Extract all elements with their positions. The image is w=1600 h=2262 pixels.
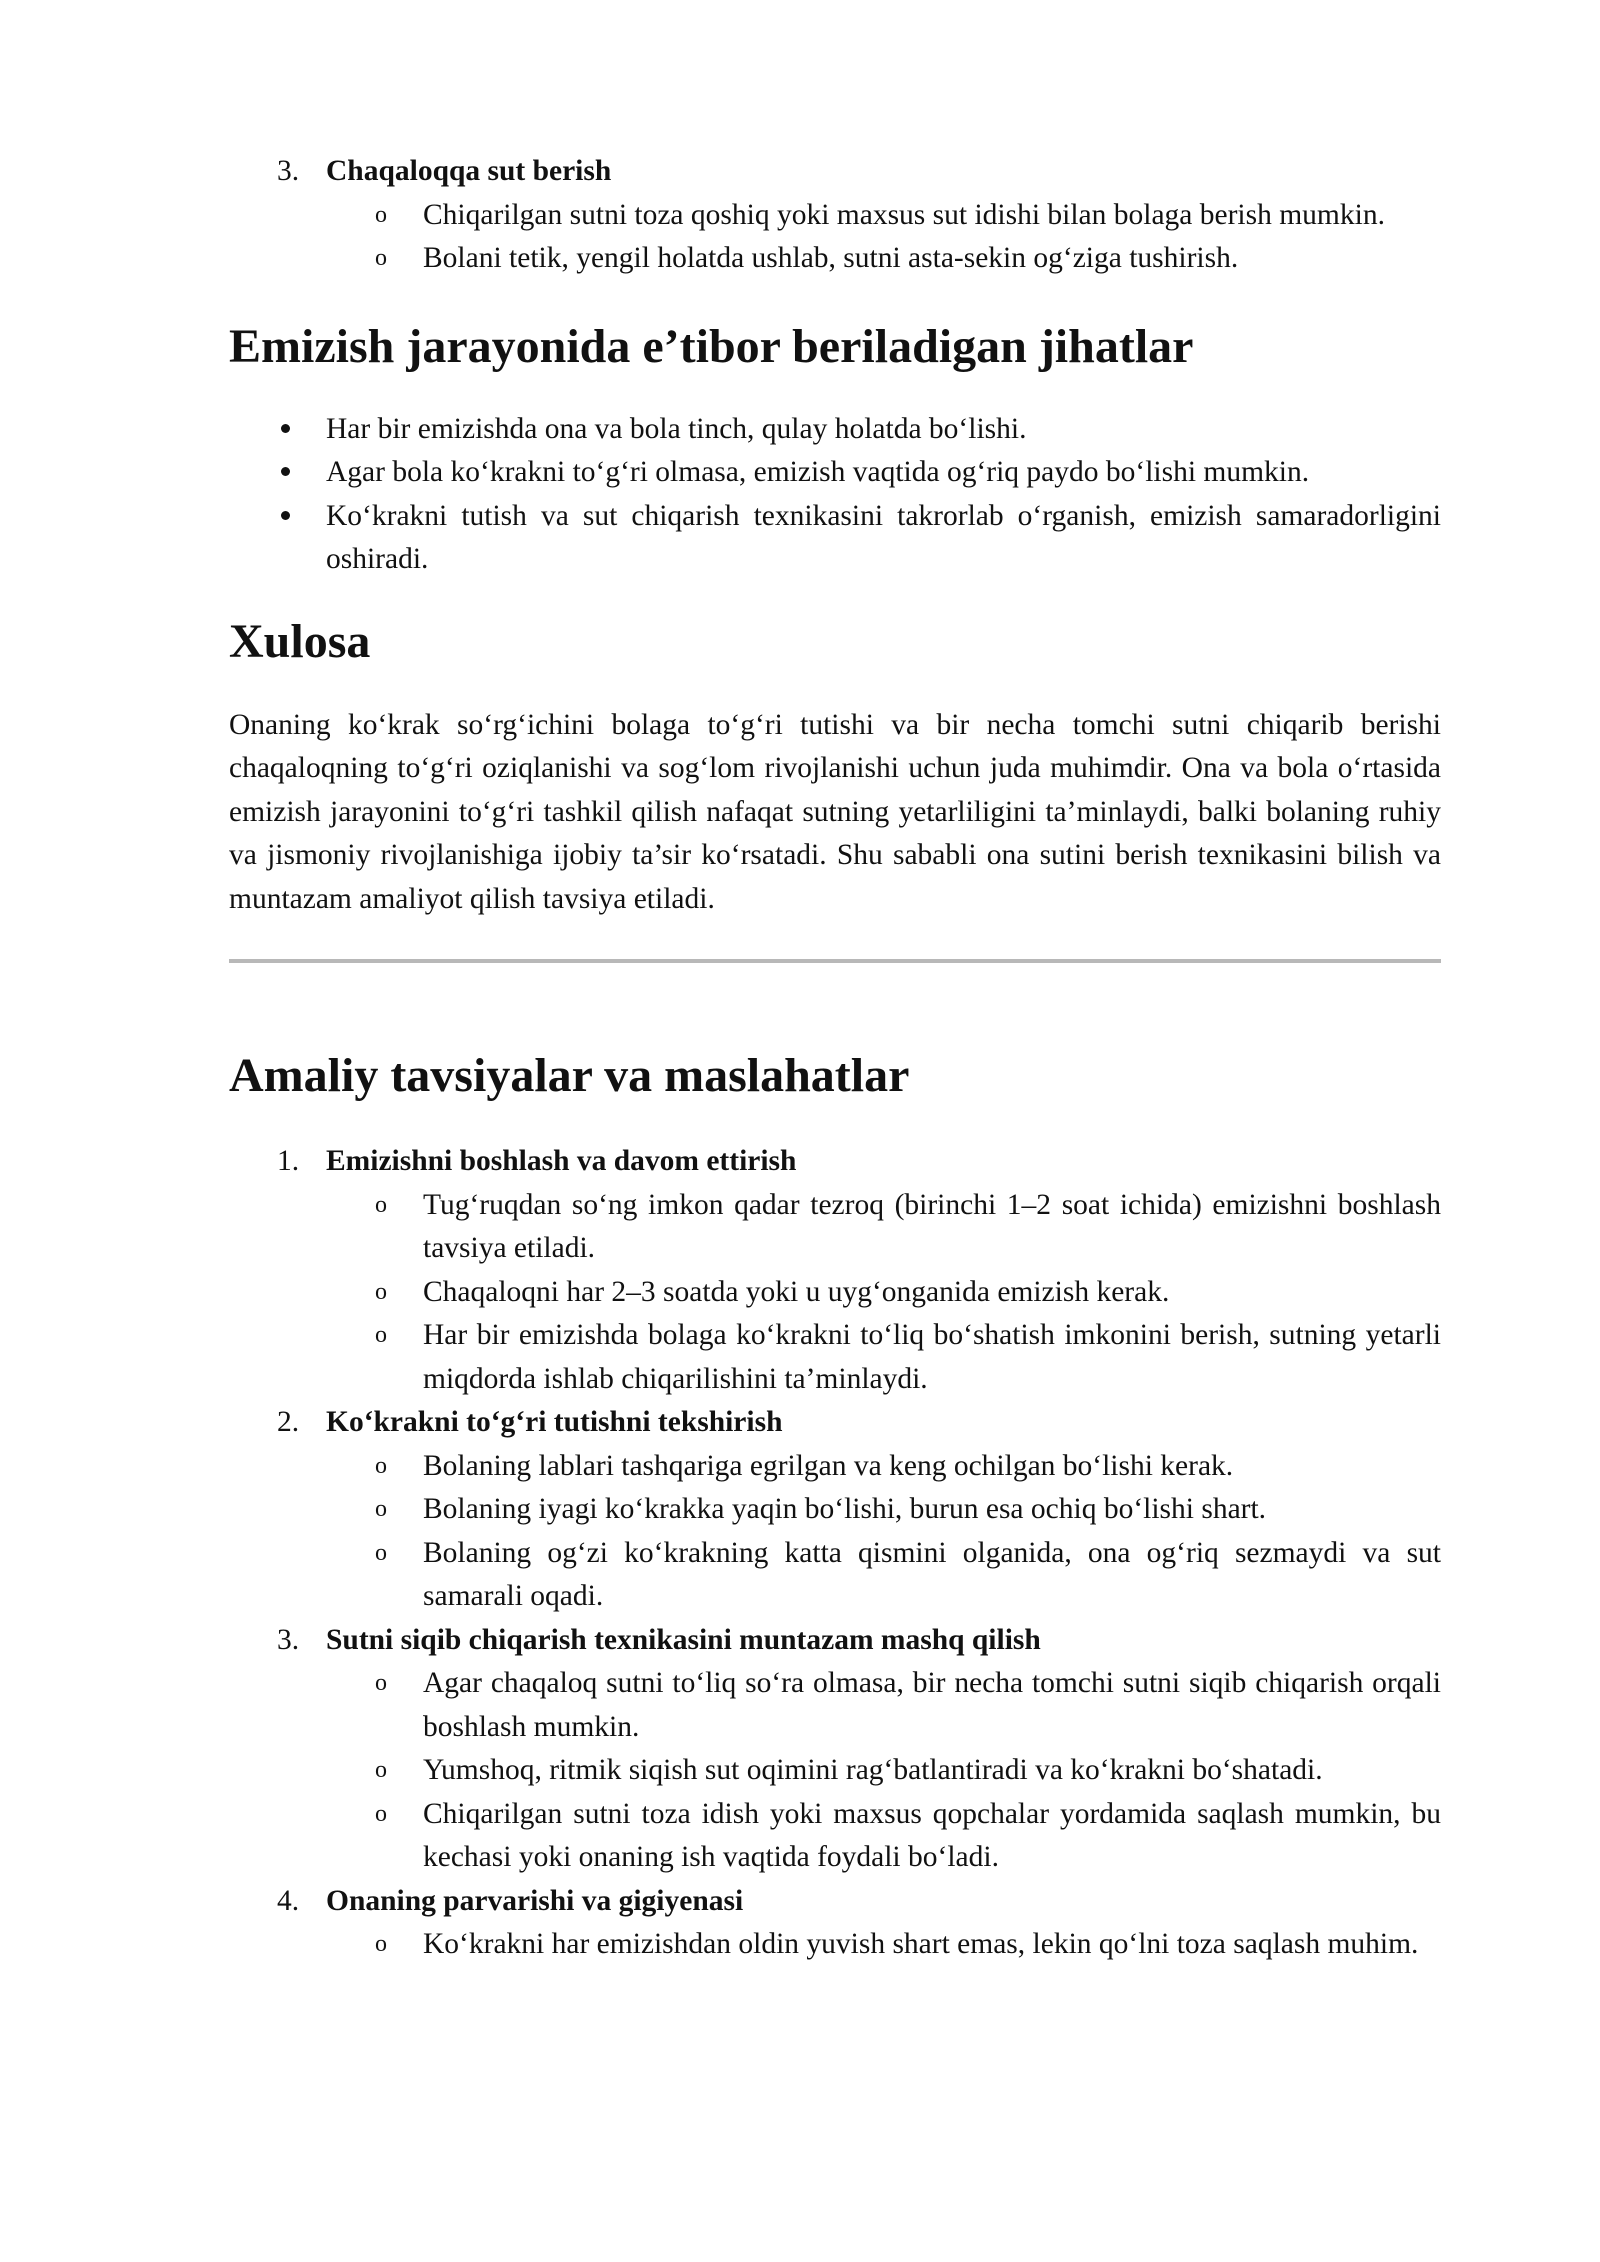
bullet-text: Ko‘krakni tutish va sut chiqarish texnikasini takrorlab o‘rganish, emizish samaradorligini oshiradi. — [326, 499, 1441, 575]
circle-bullet-icon: o — [375, 1800, 387, 1827]
sub-list-item — [229, 1445, 1441, 1489]
bullet-text: Har bir emizishda ona va bola tinch, qulay holatda bo‘lishi. — [326, 412, 1027, 445]
sub-list — [229, 1184, 1441, 1402]
circle-bullet-icon: o — [375, 1539, 387, 1566]
circle-bullet-icon: o — [375, 1931, 387, 1957]
sub-list-item — [229, 1749, 1441, 1793]
sub-list-item — [229, 1662, 1441, 1749]
sub-item-text: Bolaning lablari tashqariga egrilgan va keng ochilgan bo‘lishi kerak. — [423, 1449, 1234, 1482]
circle-bullet-icon: o — [375, 1191, 387, 1218]
bullet-item — [229, 495, 1441, 582]
conclusion-paragraph: Onaning ko‘krak so‘rg‘ichini bolaga to‘g‘ri tutishi va bir necha tomchi sutni chiqarib berishi chaqaloqning to‘g‘ri oziqlanishi va sog‘lom rivojlanishi uchun juda muhimdir. Ona va bola o‘rtasida emizish jarayonini to‘g‘ri tashkil qilish nafaqat sutning yetarliligini ta’minlaydi, balki bolaning ruhiy va jismoniy rivojlanishiga ijobiy ta’sir ko‘rsatadi. Shu sababli ona sutini berish texnikasini bilish va muntazam amaliyot qilish tavsiya etiladi. — [229, 708, 1441, 915]
sub-list-item — [229, 194, 1441, 238]
sub-item-text: Tug‘ruqdan so‘ng imkon qadar tezroq (birinchi 1–2 soat ichida) emizishni boshlash tavsiya etiladi. — [423, 1188, 1441, 1264]
bullet-list — [229, 408, 1441, 582]
sub-item-text: Yumshoq, ritmik siqish sut oqimini rag‘batlantiradi va ko‘krakni bo‘shatadi. — [423, 1754, 1323, 1786]
item-number: 3. — [277, 155, 300, 187]
bullet-dot-icon — [281, 467, 290, 476]
sub-item-text: Chiqarilgan sutni toza qoshiq yoki maxsus sut idishi bilan bolaga berish mumkin. — [423, 198, 1385, 231]
sub-list-item — [229, 1923, 1441, 1967]
section-heading-conclusion: Xulosa — [229, 614, 371, 668]
sub-item-text: Bolani tetik, yengil holatda ushlab, sutni asta-sekin og‘ziga tushirish. — [423, 242, 1239, 274]
numbered-item-3 — [229, 150, 1441, 194]
sub-list — [229, 194, 1441, 281]
section-heading-recommendations: Amaliy tavsiyalar va maslahatlar — [229, 1049, 910, 1102]
circle-bullet-icon: o — [375, 1670, 387, 1696]
bullet-text: Agar bola ko‘krakni to‘g‘ri olmasa, emizish vaqtida og‘riq paydo bo‘lishi mumkin. — [326, 456, 1310, 488]
sub-item-text: Bolaning og‘zi ko‘krakning katta qismini olganida, ona og‘riq sezmaydi va sut samarali oqadi. — [423, 1536, 1441, 1612]
sub-list-item — [229, 1314, 1441, 1401]
sub-list — [229, 1923, 1441, 1967]
item-title: Sutni siqib chiqarish texnikasini muntazam mashq qilish — [326, 1623, 1041, 1656]
sub-item-text: Chiqarilgan sutni toza idish yoki maxsus qopchalar yordamida saqlash mumkin, bu kechasi yoki onaning ish vaqtida foydali bo‘ladi. — [423, 1797, 1441, 1873]
circle-bullet-icon: o — [375, 1452, 387, 1479]
numbered-item-1 — [229, 1140, 1441, 1184]
sub-list — [229, 1662, 1441, 1880]
item-title: Onaning parvarishi va gigiyenasi — [326, 1884, 744, 1917]
item-title: Chaqaloqqa sut berish — [326, 155, 612, 187]
section-heading-attention: Emizish jarayonida e’tibor beriladigan jihatlar — [229, 319, 1194, 373]
numbered-item-3 — [229, 1619, 1441, 1663]
sub-item-text: Har bir emizishda bolaga ko‘krakni to‘liq bo‘shatish imkonini berish, sutning yetarli miqdorda ishlab chiqarilishini ta’minlaydi. — [423, 1319, 1441, 1395]
numbered-list — [229, 1140, 1441, 1967]
item-number: 4. — [277, 1884, 300, 1917]
circle-bullet-icon: o — [375, 201, 387, 228]
sub-list-item — [229, 237, 1441, 281]
sub-list-item — [229, 1488, 1441, 1532]
sub-list — [229, 1445, 1441, 1619]
sub-list-item — [229, 1271, 1441, 1315]
bullet-item — [229, 408, 1441, 452]
item-title: Ko‘krakni to‘g‘ri tutishni tekshirish — [326, 1406, 783, 1438]
circle-bullet-icon: o — [375, 1496, 387, 1522]
sub-item-text: Chaqaloqni har 2–3 soatda yoki u uyg‘onganida emizish kerak. — [423, 1275, 1170, 1308]
sub-item-text: Bolaning iyagi ko‘krakka yaqin bo‘lishi, burun esa ochiq bo‘lishi shart. — [423, 1493, 1267, 1525]
document-page — [229, 150, 1441, 1967]
sub-list-item — [229, 1184, 1441, 1271]
item-number: 1. — [277, 1145, 300, 1177]
sub-item-text: Ko‘krakni har emizishdan oldin yuvish shart emas, lekin qo‘lni toza saqlash muhim. — [423, 1928, 1419, 1960]
item-number: 3. — [277, 1623, 300, 1656]
section-divider — [229, 959, 1441, 963]
numbered-item-2 — [229, 1401, 1441, 1445]
bullet-dot-icon — [281, 511, 290, 520]
sub-list-item — [229, 1532, 1441, 1619]
sub-item-text: Agar chaqaloq sutni to‘liq so‘ra olmasa, bir necha tomchi sutni siqib chiqarish orqali boshlash mumkin. — [423, 1667, 1441, 1743]
circle-bullet-icon: o — [375, 1278, 387, 1305]
circle-bullet-icon: o — [375, 245, 387, 271]
bullet-item — [229, 451, 1441, 495]
numbered-item-4 — [229, 1880, 1441, 1924]
item-number: 2. — [277, 1406, 300, 1438]
circle-bullet-icon: o — [375, 1322, 387, 1348]
bullet-dot-icon — [281, 424, 290, 433]
item-title: Emizishni boshlash va davom ettirish — [326, 1145, 797, 1177]
circle-bullet-icon: o — [375, 1757, 387, 1783]
sub-list-item — [229, 1793, 1441, 1880]
